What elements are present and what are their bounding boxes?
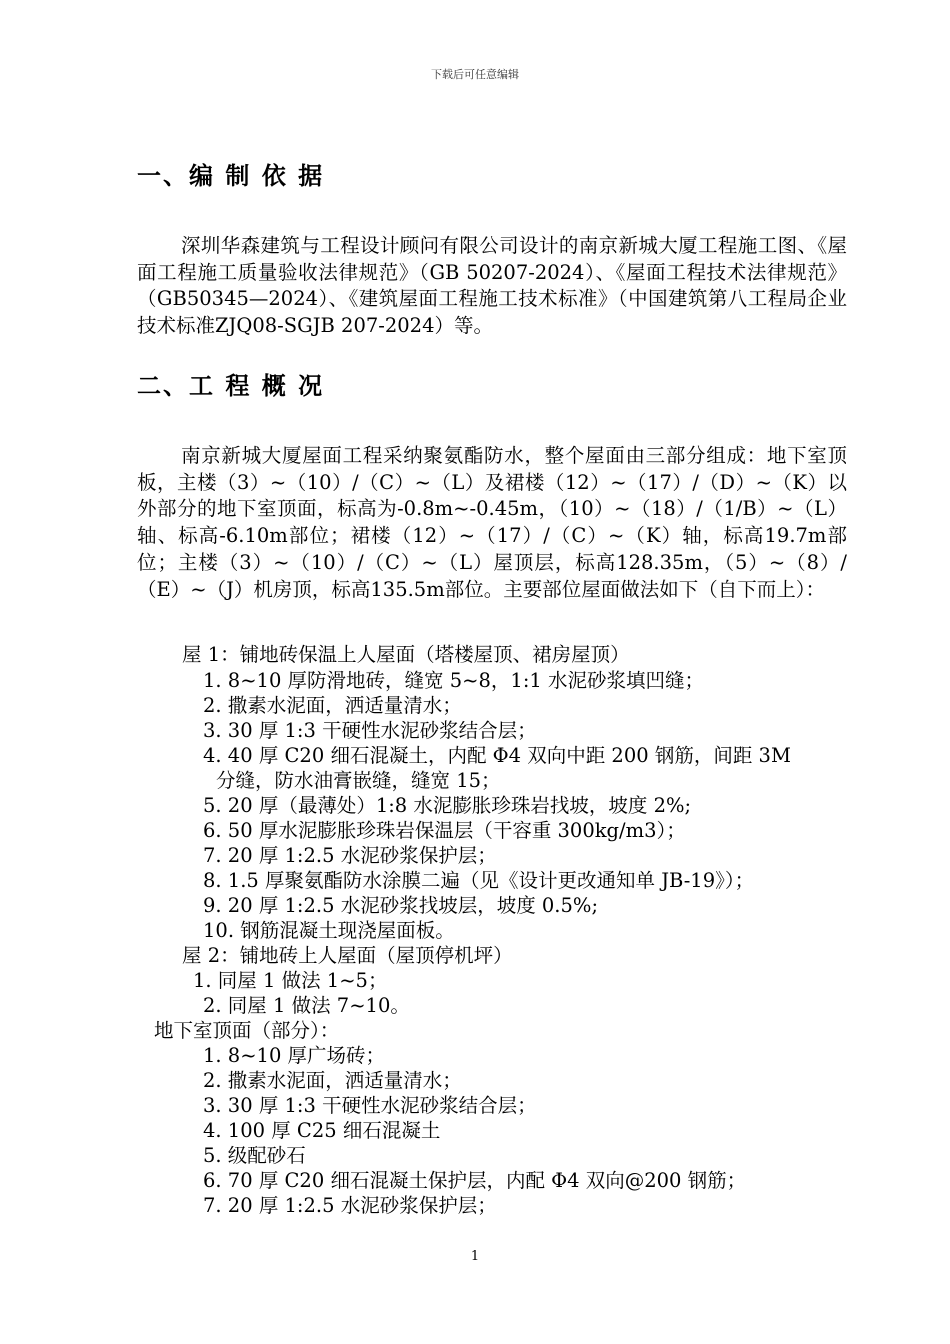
roof-1-item: 1. 8~10 厚防滑地砖，缝宽 5~8，1:1 水泥砂浆填凹缝； xyxy=(203,669,704,692)
roof-2-item: 1. 同屋 1 做法 1~5； xyxy=(193,969,388,992)
basement-item: 2. 撒素水泥面，洒适量清水； xyxy=(203,1069,462,1092)
roof-1-title: 屋 1：铺地砖保温上人屋面（塔楼屋顶、裙房屋顶） xyxy=(182,643,630,666)
roof-1-item: 分缝，防水油膏嵌缝，缝宽 15； xyxy=(216,769,501,792)
section-1-paragraph: 深圳华森建筑与工程设计顾问有限公司设计的南京新城大厦工程施工图、《屋面工程施工质量验收法律规范》（GB 50207-2024）、《屋面工程技术法律规范》（GB50345—2024）、《建筑屋面工程施工技术标准》（中国建筑第八工程局企业技术标准ZJQ08-SGJB 207-2024）等。 xyxy=(137,234,847,338)
roof-1-item: 5. 20 厚（最薄处）1:8 水泥膨胀珍珠岩找坡，坡度 2%; xyxy=(203,794,692,817)
roof-1-item: 6. 50 厚水泥膨胀珍珠岩保温层（干容重 300kg/m3）； xyxy=(203,819,686,842)
section-2-paragraph: 南京新城大厦屋面工程采纳聚氨酯防水，整个屋面由三部分组成：地下室顶板，主楼（3）~（10）/（C）~（L）及裙楼（12）~（17）/（D）~（K）以外部分的地下室顶面，标高为-0.8m~-0.45m，（10）~（18）/（1/B）~（L）轴、标高-6.10m部位；裙楼（12）~（17）/（C）~（K）轴，标高19.7m部位；主楼（3）~（10）/（C）~（L）屋顶层，标高128.35m，（5）~（8）/（E）~（J）机房顶，标高135.5m部位。主要部位屋面做法如下（自下而上）： xyxy=(137,444,847,601)
roof-1-item: 7. 20 厚 1:2.5 水泥砂浆保护层； xyxy=(203,844,497,867)
basement-title: 地下室顶面（部分）： xyxy=(154,1019,340,1042)
basement-item: 7. 20 厚 1:2.5 水泥砂浆保护层； xyxy=(203,1194,497,1217)
basement-item: 3. 30 厚 1:3 干硬性水泥砂浆结合层； xyxy=(203,1094,537,1117)
page-number: 1 xyxy=(470,1249,480,1264)
roof-1-item: 9. 20 厚 1:2.5 水泥砂浆找坡层，坡度 0.5%; xyxy=(203,894,599,917)
page-header: 下载后可任意编辑 xyxy=(431,68,519,81)
roof-1-item: 2. 撒素水泥面，洒适量清水； xyxy=(203,694,462,717)
roof-1-item: 3. 30 厚 1:3 干硬性水泥砂浆结合层； xyxy=(203,719,537,742)
roof-1-item: 4. 40 厚 C20 细石混凝土，内配 Φ4 双向中距 200 钢筋，间距 3M xyxy=(203,744,791,767)
basement-item: 5. 级配砂石 xyxy=(203,1144,306,1167)
basement-item: 6. 70 厚 C20 细石混凝土保护层，内配 Φ4 双向@200 钢筋； xyxy=(203,1169,747,1192)
basement-item: 1. 8~10 厚广场砖； xyxy=(203,1044,386,1067)
section-1-title: 一、编 制 依 据 xyxy=(137,162,325,190)
roof-2-title: 屋 2：铺地砖上人屋面（屋顶停机坪） xyxy=(182,944,513,967)
section-2-title: 二、工 程 概 况 xyxy=(137,372,325,400)
roof-1-item: 10. 钢筋混凝土现浇屋面板。 xyxy=(203,919,455,942)
roof-1-item: 8. 1.5 厚聚氨酯防水涂膜二遍（见《设计更改通知单 JB-19》）； xyxy=(203,869,755,892)
basement-item: 4. 100 厚 C25 细石混凝土 xyxy=(203,1119,441,1142)
roof-2-item: 2. 同屋 1 做法 7~10。 xyxy=(203,994,410,1017)
